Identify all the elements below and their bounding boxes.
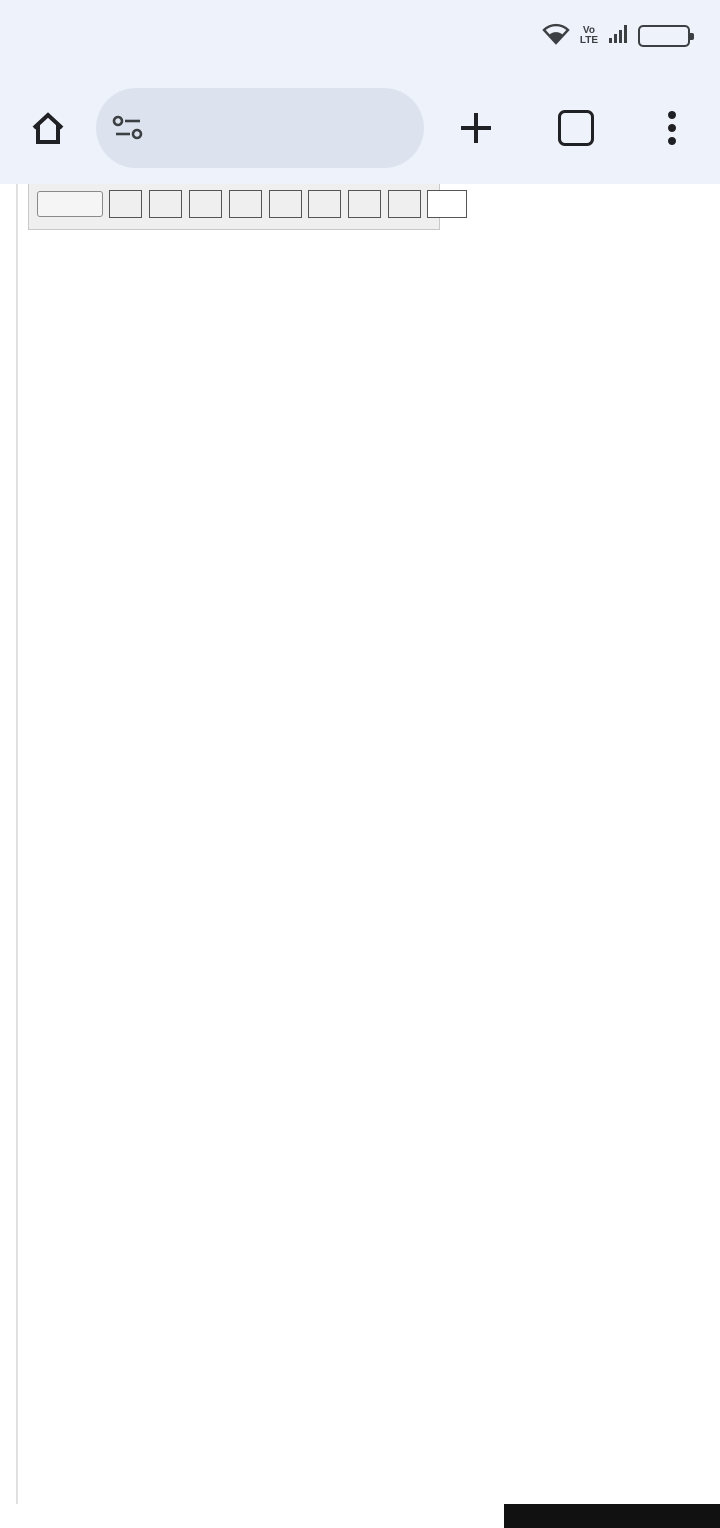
swatch-red[interactable]: [109, 190, 142, 218]
swatch-light-blue[interactable]: [269, 190, 302, 218]
gesture-bar: [504, 1504, 720, 1528]
wifi-icon: [542, 23, 570, 50]
plus-icon[interactable]: [454, 104, 498, 152]
left-rule: [16, 184, 18, 1504]
brush-button[interactable]: [427, 190, 467, 218]
reset-button[interactable]: [37, 191, 103, 217]
swatch-green[interactable]: [189, 190, 222, 218]
swatch-purple[interactable]: [149, 190, 182, 218]
swatch-dark-orange[interactable]: [348, 190, 381, 218]
browser-toolbar: [0, 72, 720, 184]
more-vert-icon[interactable]: [654, 104, 690, 152]
signal-icon: [608, 24, 628, 49]
volte-icon: Vo LTE: [579, 25, 598, 46]
swatch-blue[interactable]: [388, 190, 421, 218]
status-icons: [542, 22, 690, 50]
tab-switcher-button[interactable]: [558, 110, 594, 146]
battery-icon: [638, 25, 690, 47]
page-content: [0, 184, 720, 1528]
address-bar[interactable]: [96, 88, 424, 168]
swatch-teal[interactable]: [308, 190, 341, 218]
status-bar: [0, 0, 720, 72]
color-palette: [28, 184, 440, 230]
swatch-orange[interactable]: [229, 190, 262, 218]
site-settings-icon[interactable]: [112, 112, 148, 144]
home-icon[interactable]: [24, 104, 72, 152]
